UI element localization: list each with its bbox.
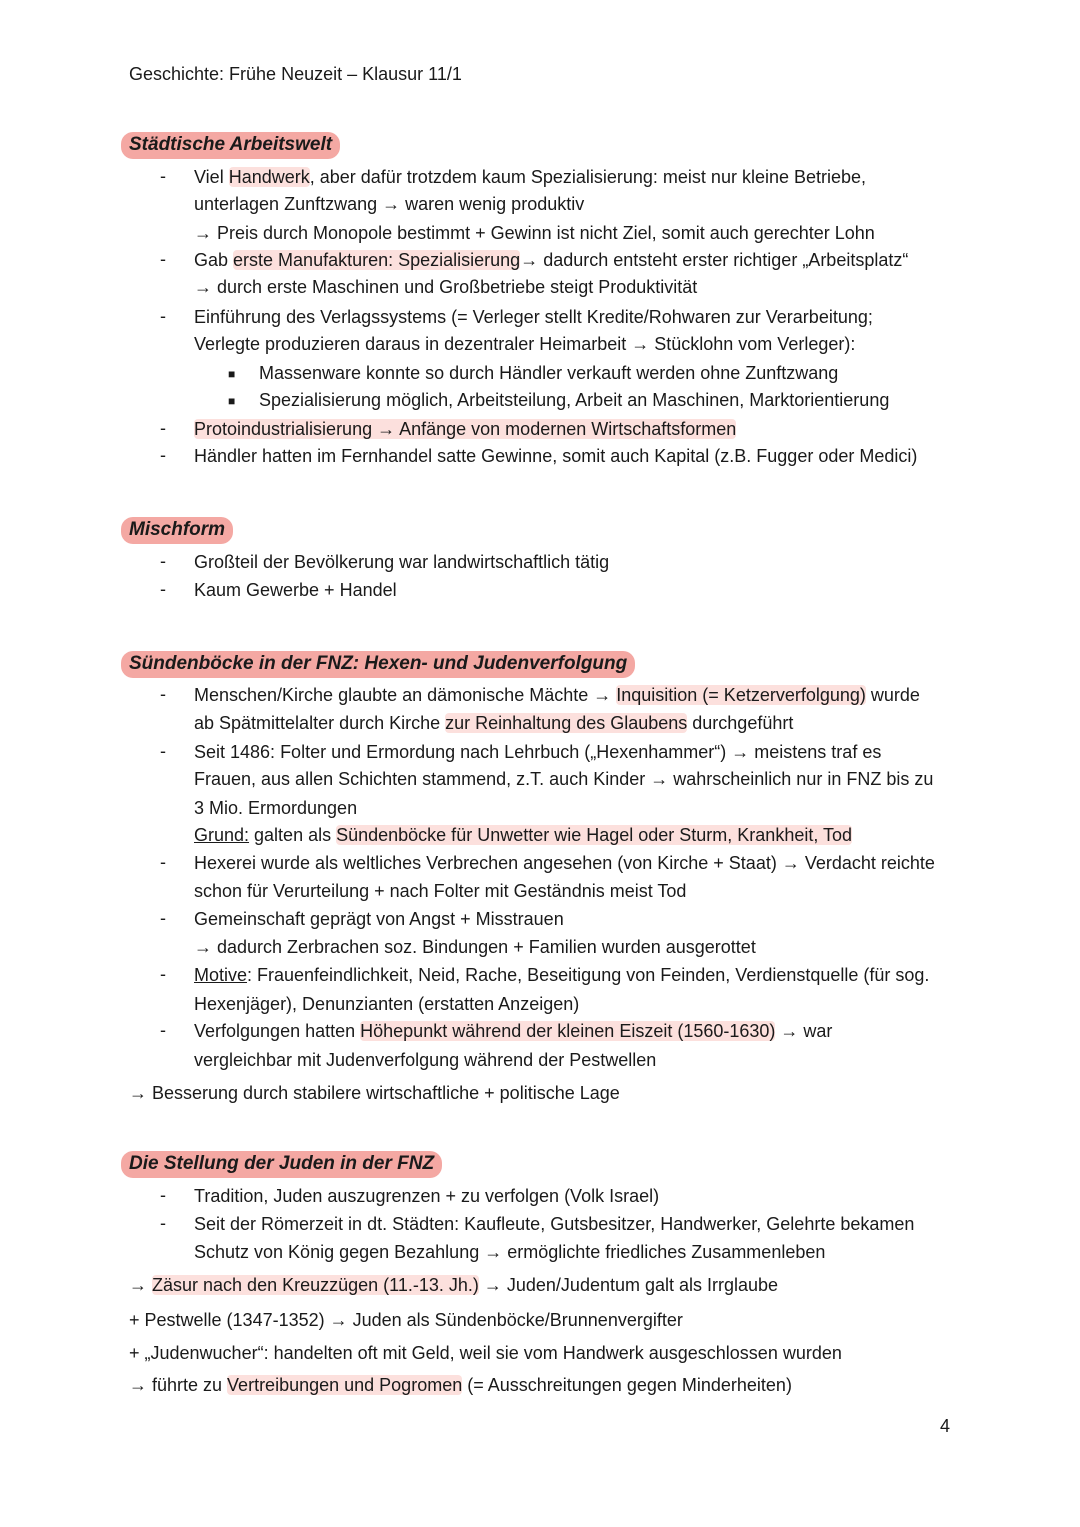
arrow-icon: → [780,1021,799,1041]
bullet-dash: - [160,684,166,704]
sub-item: Massenware konnte so durch Händler verkauft werden ohne Zunftzwang [259,363,839,383]
arrow-icon: → [129,1275,147,1295]
bullet-dash: - [160,306,166,326]
page-header: Geschichte: Frühe Neuzeit – Klausur 11/1 [129,64,462,84]
bullet-square: ■ [228,367,236,381]
bullet-dash: - [160,166,166,186]
text-line: Frauen, aus allen Schichten stammend, z.T. auch Kinder → wahrscheinlich nur in FNZ bis zu [194,769,934,789]
arrow-icon: → [483,1275,502,1295]
bullet-dash: - [160,1020,166,1040]
text-line: Händler hatten im Fernhandel satte Gewinne, somit auch Kapital (z.B. Fugger oder Medici) [194,446,918,466]
text-line: schon für Verurteilung + nach Folter mit Geständnis meist Tod [194,881,687,901]
section-heading-stellung-der-juden: Die Stellung der Juden in der FNZ [121,1151,442,1178]
text-line: + „Judenwucher“: handelten oft mit Geld, weil sie vom Handwerk ausgeschlossen wurden [129,1343,842,1363]
arrow-icon: → [484,1242,503,1262]
text-line: → durch erste Maschinen und Großbetriebe steigt Produktivität [194,277,698,297]
text-line: Viel Handwerk, aber dafür trotzdem kaum Spezialisierung: meist nur kleine Betriebe, [194,167,867,187]
text-line: Verfolgungen hatten Höhepunkt während der kleinen Eiszeit (1560-1630) → war [194,1021,833,1041]
highlight: erste Manufakturen: Spezialisierung [233,250,521,270]
arrow-icon: → [129,1375,147,1395]
bullet-dash: - [160,1213,166,1233]
bullet-dash: - [160,445,166,465]
highlight: Protoindustrialisierung → Anfänge von modernen Wirtschaftsformen [194,419,737,439]
section-heading-mischform: Mischform [121,517,233,544]
highlight: Inquisition (= Ketzerverfolgung) [616,685,866,705]
highlight: zur Reinhaltung des Glaubens [445,713,688,733]
arrow-icon: → [382,194,401,214]
text-line: vergleichbar mit Judenverfolgung während der Pestwellen [194,1050,657,1070]
arrow-icon: → [194,937,212,957]
text-line: → Preis durch Monopole bestimmt + Gewinn ist nicht Ziel, somit auch gerechter Lohn [194,223,875,243]
arrow-icon: → [194,223,212,243]
highlight: Handwerk [228,167,310,187]
text-line: Großteil der Bevölkerung war landwirtschaftlich tätig [194,552,610,572]
arrow-icon: → [520,250,539,270]
arrow-icon: → [329,1310,348,1330]
text-line: Hexerei wurde als weltliches Verbrechen angesehen (von Kirche + Staat) → Verdacht reichte [194,853,935,873]
section-heading-suendenboecke: Sündenböcke in der FNZ: Hexen- und Judenverfolgung [121,651,635,678]
text-line: → dadurch Zerbrachen soz. Bindungen + Familien wurden ausgerottet [194,937,756,957]
arrow-icon: → [781,853,800,873]
highlight: Höhepunkt während der kleinen Eiszeit (1560-1630) [360,1021,776,1041]
text-line: Seit der Römerzeit in dt. Städten: Kaufleute, Gutsbesitzer, Handwerker, Gelehrte bekamen [194,1214,915,1234]
highlight: Vertreibungen und Pogromen [227,1375,463,1395]
text-line: ab Spätmittelalter durch Kirche zur Reinhaltung des Glaubens durchgeführt [194,713,794,733]
text-line: Verlegte produzieren daraus in dezentraler Heimarbeit → Stücklohn vom Verleger): [194,334,856,354]
bullet-dash: - [160,741,166,761]
bullet-dash: - [160,964,166,984]
arrow-icon: → [593,685,612,705]
section-heading-staedtische-arbeitswelt: Städtische Arbeitswelt [121,132,340,159]
page-number: 4 [940,1416,951,1436]
text-line: Motive: Frauenfeindlichkeit, Neid, Rache, Beseitigung von Feinden, Verdienstquelle (für sog. [194,965,930,985]
text-line: Grund: galten als Sündenböcke für Unwetter wie Hagel oder Sturm, Krankheit, Tod [194,825,853,845]
text-line [194,418,736,440]
highlight: Zäsur nach den Kreuzzügen (11.-13. Jh.) [152,1275,479,1295]
bullet-dash: - [160,908,166,928]
arrow-icon: → [631,334,650,354]
bullet-dash: - [160,1185,166,1205]
sub-item: Spezialisierung möglich, Arbeitsteilung, Arbeit an Maschinen, Marktorientierung [259,390,890,410]
text-line: → führte zu Vertreibungen und Pogromen (= Ausschreitungen gegen Minderheiten) [129,1375,792,1395]
bullet-dash: - [160,551,166,571]
bullet-dash: - [160,852,166,872]
arrow-icon: → [731,742,750,762]
text-line: Seit 1486: Folter und Ermordung nach Lehrbuch („Hexenhammer“) → meistens traf es [194,742,882,762]
text-line: → Zäsur nach den Kreuzzügen (11.-13. Jh.) → Juden/Judentum galt als Irrglaube [129,1275,779,1295]
text-line: Kaum Gewerbe + Handel [194,580,397,600]
text-line: Hexenjäger), Denunzianten (erstatten Anzeigen) [194,994,580,1014]
text-line: + Pestwelle (1347-1352) → Juden als Sündenböcke/Brunnenvergifter [129,1310,683,1330]
conclusion-line: → Besserung durch stabilere wirtschaftliche + politische Lage [129,1083,620,1103]
bullet-dash: - [160,579,166,599]
bullet-square: ■ [228,394,236,408]
text-line: 3 Mio. Ermordungen [194,798,358,818]
text-line: Gemeinschaft geprägt von Angst + Misstrauen [194,909,564,929]
text-line: Tradition, Juden auszugrenzen + zu verfolgen (Volk Israel) [194,1186,660,1206]
bullet-dash: - [160,418,166,438]
highlight: Sündenböcke für Unwetter wie Hagel oder Sturm, Krankheit, Tod [336,825,853,845]
arrow-icon: → [377,419,396,439]
arrow-icon: → [194,277,212,297]
bullet-dash: - [160,249,166,269]
arrow-icon: → [650,769,669,789]
text-line: Schutz von König gegen Bezahlung → ermöglichte friedliches Zusammenleben [194,1242,826,1262]
text-line: unterlagen Zunftzwang → waren wenig produktiv [194,194,585,214]
text-line: Gab erste Manufakturen: Spezialisierung→ dadurch entsteht erster richtiger „Arbeitsplatz“ [194,250,909,270]
text-line: Einführung des Verlagssystems (= Verleger stellt Kredite/Rohwaren zur Verarbeitung; [194,307,873,327]
arrow-icon: → [129,1083,147,1103]
text-line: Menschen/Kirche glaubte an dämonische Mächte → Inquisition (= Ketzerverfolgung) wurde [194,685,920,705]
